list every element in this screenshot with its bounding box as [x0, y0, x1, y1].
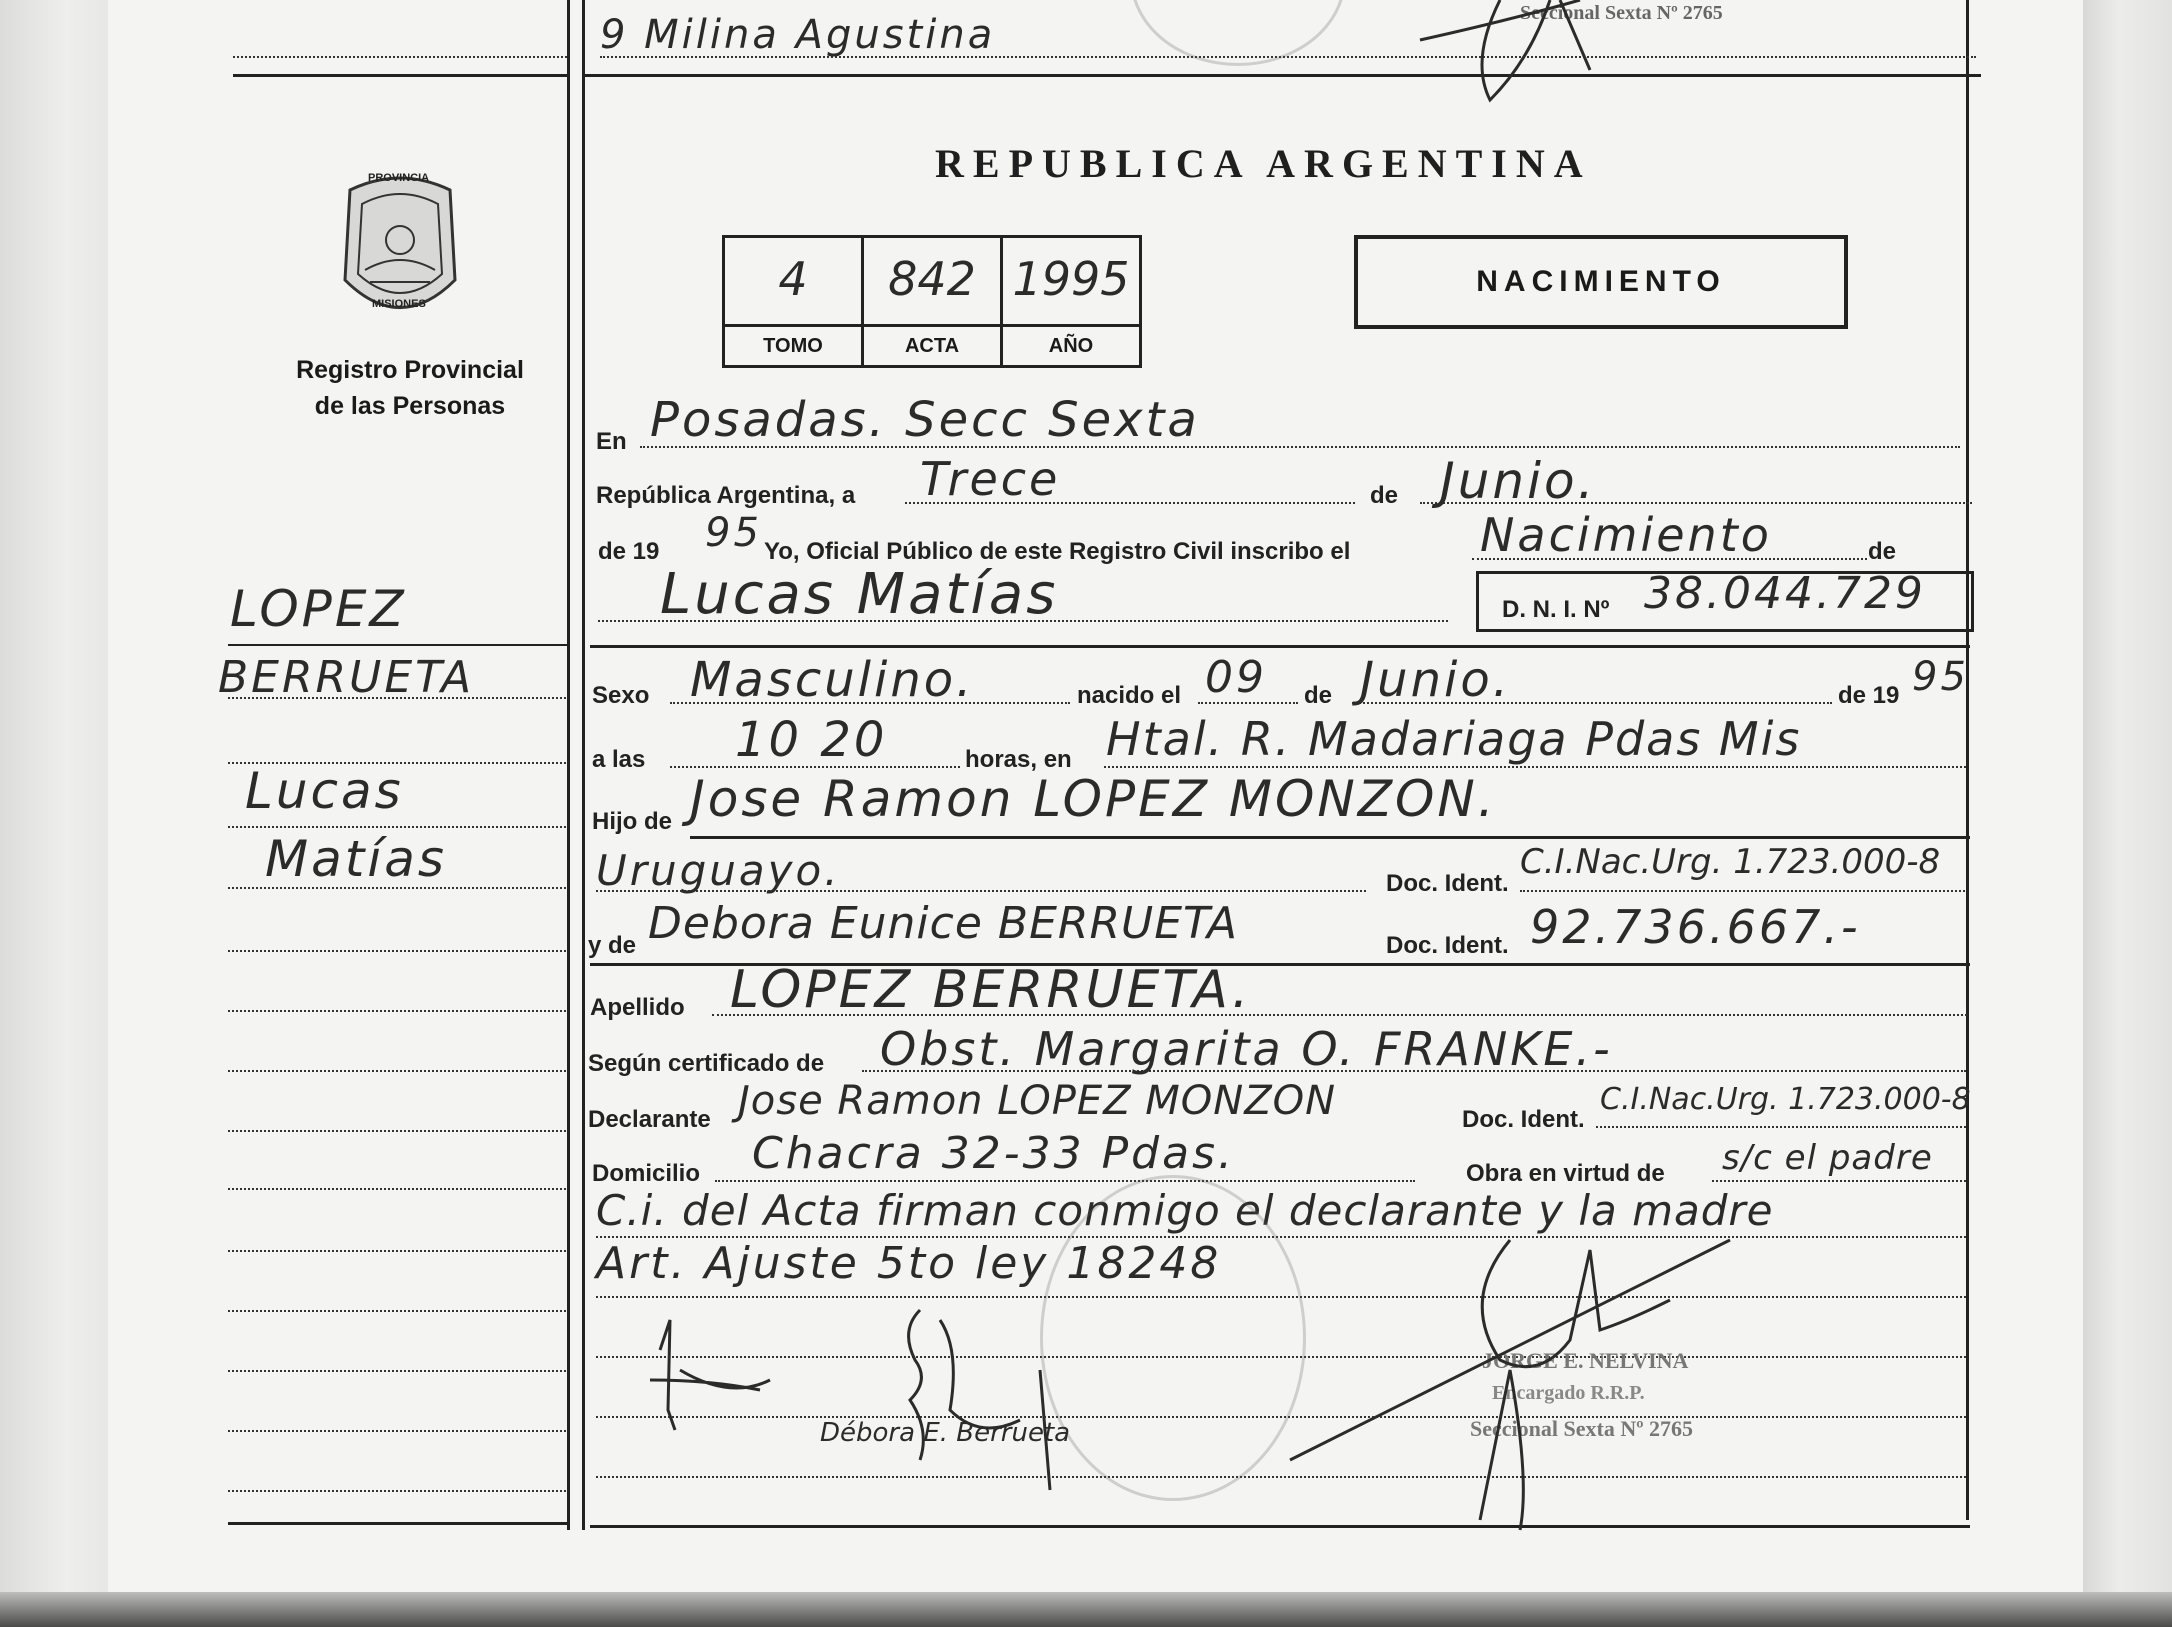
obra-value: s/c el padre [1722, 1138, 1933, 1178]
year-value: 95 [705, 510, 762, 556]
de-label-2: de [1868, 538, 1897, 565]
country-title: REPUBLICA ARGENTINA [935, 141, 1592, 186]
birth-month-value: Junio. [1360, 652, 1511, 708]
place-line [1104, 766, 1966, 768]
yo-label: Yo, Oficial Público de este Registro Civil inscribo el [764, 538, 1351, 565]
header-rule [583, 74, 1981, 77]
seal-text-top: PROVINCIA [368, 172, 430, 184]
declarante-label: Declarante [588, 1106, 711, 1133]
record-type-box: NACIMIENTO [1354, 235, 1848, 329]
margin-rule [228, 644, 568, 646]
de19-label-2: de 19 [1838, 682, 1900, 709]
margin-dotted-line [228, 1310, 566, 1312]
section-rule-1 [590, 645, 1970, 648]
doc-label-2: Doc. Ident. [1386, 932, 1509, 959]
note-line-1: C.i. del Acta firman conmigo el declarante y la madre [596, 1186, 1774, 1235]
segun-label: Según certificado de [588, 1050, 825, 1077]
ano-cell [1003, 238, 1139, 365]
registry-name [250, 352, 570, 424]
doc-label-3: Doc. Ident. [1462, 1106, 1585, 1133]
mother-value: Debora Eunice BERRUETA [648, 898, 1238, 949]
tomo-label: TOMO [725, 324, 861, 365]
margin-divider [567, 0, 570, 1530]
margin-given-2: Matías [265, 830, 447, 888]
ano-label: AÑO [1003, 324, 1139, 365]
margin-dotted-line [228, 1010, 566, 1012]
registry-name-line1: Registro Provincial [296, 356, 524, 384]
form-right-border [1966, 0, 1969, 1520]
top-note: 9 Milina Agustina [600, 12, 996, 58]
seal-text-bottom: MISIONES [372, 298, 426, 310]
apellido-value: LOPEZ BERRUETA. [730, 960, 1252, 1020]
official-signature [1270, 1220, 1770, 1540]
de-label-3: de [1304, 682, 1333, 709]
top-stamp-text: Seccional Sexta Nº 2765 [1520, 2, 1723, 24]
acta-value: 842 [888, 252, 976, 306]
registry-name-line2: de las Personas [314, 392, 506, 420]
father-nationality: Uruguayo. [596, 846, 841, 895]
apellido-label: Apellido [590, 994, 685, 1021]
margin-dotted-line [228, 1490, 566, 1492]
father-doc-value: C.I.Nac.Urg. 1.723.000-8 [1520, 842, 1941, 882]
alas-label: a las [592, 746, 646, 773]
sexo-label: Sexo [592, 682, 650, 709]
tomo-cell [725, 238, 864, 365]
acta-cell [864, 238, 1003, 365]
book-left-edge [0, 0, 110, 1600]
place-value: Htal. R. Madariaga Pdas Mis [1106, 712, 1802, 766]
official-stamp-office: Seccional Sexta Nº 2765 [1470, 1416, 1693, 1441]
domicilio-value: Chacra 32-33 Pdas. [752, 1128, 1235, 1179]
margin-dotted-line [228, 1130, 566, 1132]
declarante-value: Jose Ramon LOPEZ MONZON [738, 1078, 1337, 1124]
child-name-value: Lucas Matías [660, 562, 1059, 627]
father-doc-line [1520, 890, 1965, 892]
margin-dotted-line [228, 1070, 566, 1072]
domicilio-label: Domicilio [592, 1160, 701, 1187]
acta-label: ACTA [864, 324, 1000, 365]
tomo-value: 4 [778, 252, 808, 306]
republica-label: República Argentina, a [596, 482, 856, 509]
margin-dotted-line [228, 1250, 566, 1252]
registration-table [722, 235, 1142, 368]
declarante-doc-value: C.I.Nac.Urg. 1.723.000-8 [1600, 1082, 1971, 1117]
hijo-label: Hijo de [592, 808, 673, 835]
doc-label: Doc. Ident. [1386, 870, 1509, 897]
ano-value: 1995 [1012, 252, 1130, 306]
margin-dotted-line [233, 56, 567, 58]
birth-year-value: 95 [1912, 654, 1969, 700]
margin-dotted-line [228, 950, 566, 952]
domicilio-line [715, 1180, 1415, 1182]
hour-value: 10 20 [735, 712, 888, 768]
margin-surname-1: LOPEZ [230, 580, 407, 638]
top-signature [1410, 0, 1630, 110]
dni-value: 38.044.729 [1644, 568, 1926, 619]
nacido-label: nacido el [1077, 682, 1182, 709]
declarant-signature [640, 1280, 790, 1440]
form-left-border [582, 0, 585, 1530]
margin-header-rule [233, 74, 569, 77]
mother-signature: Débora E. Berrueta [820, 1418, 1071, 1448]
margin-dotted-line [228, 1188, 566, 1190]
margin-dotted-line [228, 826, 566, 828]
father-value: Jose Ramon LOPEZ MONZON. [690, 770, 1497, 828]
book-right-edge [2083, 0, 2172, 1627]
book-bottom-edge [0, 1592, 2172, 1627]
obra-label: Obra en virtud de [1466, 1160, 1665, 1187]
margin-given-1: Lucas [245, 762, 404, 820]
margin-surname-2: BERRUETA [218, 652, 475, 703]
margin-dotted-line [228, 1430, 566, 1432]
obra-line [1712, 1180, 1966, 1182]
official-stamp-role: Encargado R.R.P. [1492, 1382, 1645, 1404]
horas-label: horas, en [965, 746, 1072, 773]
note-line-2: Art. Ajuste 5to ley 18248 [596, 1238, 1222, 1289]
margin-bottom-rule [228, 1522, 568, 1525]
de-label: de [1370, 482, 1399, 509]
certificado-value: Obst. Margarita O. FRANKE.- [880, 1022, 1613, 1076]
mother-doc-value: 92.736.667.- [1530, 900, 1861, 954]
month-value: Junio. [1440, 452, 1597, 510]
en-value: Posadas. Secc Sexta [650, 392, 1200, 448]
section-rule-2 [690, 836, 1970, 839]
yde-label: y de [588, 932, 637, 959]
dni-label: D. N. I. Nº [1502, 596, 1610, 623]
sexo-value: Masculino. [690, 652, 975, 708]
en-label: En [596, 428, 627, 455]
official-stamp-name: JORGE E. NELVINA [1482, 1348, 1689, 1373]
declarante-doc-line [1596, 1126, 1966, 1128]
day-value: Trece [920, 452, 1061, 506]
margin-dotted-line [228, 1370, 566, 1372]
center-stamp [1040, 1175, 1306, 1501]
inscribo-value: Nacimiento [1480, 508, 1772, 562]
de19-label: de 19 [598, 538, 660, 565]
birth-day-value: 09 [1205, 652, 1267, 703]
mother-signature-mark [810, 1290, 1070, 1500]
